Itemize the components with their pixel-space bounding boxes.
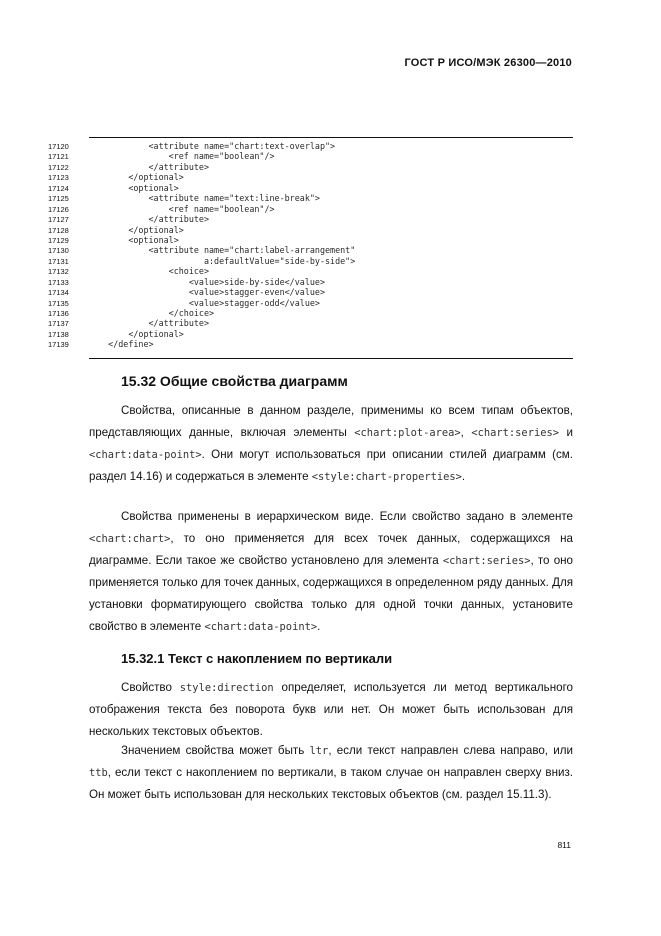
code-data-point: <chart:data-point> <box>204 621 318 633</box>
line-number: 17138 <box>48 329 69 339</box>
code-text: </optional> <box>88 172 184 183</box>
code-line <box>48 298 573 308</box>
line-number: 17123 <box>48 173 69 183</box>
code-top-rule <box>89 137 573 138</box>
paragraph-direction-values <box>89 740 573 806</box>
code-line <box>48 183 573 193</box>
code-text: </define> <box>88 339 154 350</box>
code-plot-area: <chart:plot-area> <box>354 427 461 439</box>
line-number: 17120 <box>48 142 69 151</box>
paragraph-direction <box>89 677 573 743</box>
code-line <box>48 245 573 255</box>
text-run: , если текст направлен слева направо, или <box>328 744 574 757</box>
code-text: <attribute name="text:line-break"> <box>88 193 320 204</box>
line-number: 17121 <box>48 152 69 162</box>
code-text: </choice> <box>88 308 215 318</box>
line-number: 17130 <box>48 246 69 256</box>
text-run: Значением свойства может быть <box>121 744 310 757</box>
code-line <box>48 277 573 287</box>
code-text: <optional> <box>88 182 179 193</box>
code-line <box>48 235 573 245</box>
code-text: <choice> <box>88 266 210 277</box>
code-text: <value>side-by-side</value> <box>88 276 325 287</box>
line-number: 17133 <box>48 277 69 287</box>
code-line <box>48 318 573 328</box>
code-ttb: ttb <box>89 767 108 779</box>
code-line <box>48 204 573 214</box>
code-text: <value>stagger-even</value> <box>88 287 325 298</box>
code-text: </optional> <box>88 328 184 339</box>
text-run: . Они могут использоваться при описании стилей диаграмм (см. раздел 14.16) и содержаться в элементе <box>89 448 573 483</box>
code-style-direction: style:direction <box>179 682 274 694</box>
code-text: <value>stagger-odd</value> <box>88 297 320 308</box>
text-run: . <box>317 620 321 633</box>
code-line <box>48 308 573 318</box>
text-run: , если текст с накоплением по вертикали, в таком случае он направлен сверху вниз. Он может быть использован для нескольких текстовых объектов (см. раздел 15.11.3). <box>89 766 573 801</box>
section-title: 15.32 Общие свойства диаграмм <box>121 373 348 389</box>
code-line <box>48 225 573 235</box>
code-line <box>48 172 573 182</box>
code-line <box>48 287 573 297</box>
code-text: </optional> <box>88 224 184 235</box>
code-ltr: ltr <box>309 745 329 757</box>
standard-header: ГОСТ Р ИСО/МЭК 26300—2010 <box>404 57 572 69</box>
line-number: 17129 <box>48 235 69 245</box>
code-line <box>48 141 573 151</box>
line-number: 17126 <box>48 204 69 214</box>
code-line <box>48 339 573 349</box>
code-bottom-rule <box>89 358 573 359</box>
line-number: 17131 <box>48 256 69 266</box>
line-number: 17125 <box>48 194 69 204</box>
text-run: определяет, используется ли метод вертикального отображения текста без поворота букв или нет. Он может быть использован для нескольких текстовых объектов. <box>89 681 573 738</box>
code-text: <ref name="boolean"/> <box>88 151 275 162</box>
code-text: </attribute> <box>88 161 210 172</box>
page-number: 811 <box>557 840 571 850</box>
code-chart: <chart:chart> <box>89 533 171 545</box>
code-text: <ref name="boolean"/> <box>88 203 275 214</box>
code-line <box>48 162 573 172</box>
text-run: и <box>558 426 573 439</box>
text-run: Свойство <box>121 681 180 694</box>
line-number: 17136 <box>48 309 69 318</box>
text-run: Свойства, описанные в данном разделе, применимы ко всем типам объектов, представляющих данные, включая элементы <box>89 404 573 439</box>
line-number: 17122 <box>48 162 69 172</box>
line-number: 17128 <box>48 225 69 235</box>
code-data-point: <chart:data-point> <box>89 449 202 461</box>
code-text: <attribute name="chart:text-overlap"> <box>88 141 336 151</box>
text-run: . <box>461 470 466 483</box>
code-text: </attribute> <box>88 318 210 329</box>
line-number: 17124 <box>48 183 69 193</box>
text-run: , <box>460 426 472 439</box>
text-run: Свойства применены в иерархическом виде. Если свойство задано в элементе <box>121 510 573 523</box>
code-line <box>48 151 573 161</box>
code-listing <box>48 141 573 350</box>
code-chart-properties: <style:chart-properties> <box>311 471 462 483</box>
line-number: 17134 <box>48 288 69 298</box>
line-number: 17139 <box>48 340 69 350</box>
subsection-title: 15.32.1 Текст с накоплением по вертикали <box>121 651 393 666</box>
text-run: , то оно применяется только для точек данных, содержащихся в определенном ряду данных. Для установки форматирующего свойства только для одной точки данных, установите свойство в элементе <box>89 554 573 633</box>
code-series: <chart:series> <box>442 555 531 567</box>
line-number: 17127 <box>48 215 69 225</box>
code-line <box>48 329 573 339</box>
code-text: <attribute name="chart:label-arrangement" <box>88 245 356 256</box>
line-number: 17135 <box>48 298 69 308</box>
code-line <box>48 214 573 224</box>
code-text: </attribute> <box>88 214 210 225</box>
paragraph-general-properties <box>89 400 573 488</box>
code-line <box>48 256 573 266</box>
line-number: 17137 <box>48 319 69 329</box>
code-text: a:defaultValue="side-by-side"> <box>88 255 356 266</box>
line-number: 17132 <box>48 267 69 277</box>
paragraph-hierarchy <box>89 506 573 638</box>
code-line <box>48 193 573 203</box>
code-line <box>48 266 573 276</box>
code-series: <chart:series> <box>471 427 559 439</box>
text-run: , то оно применяется для всех точек данных, содержащихся на диаграмме. Если такое же свойство установлено для элемента <box>89 532 573 567</box>
code-text: <optional> <box>88 234 179 245</box>
